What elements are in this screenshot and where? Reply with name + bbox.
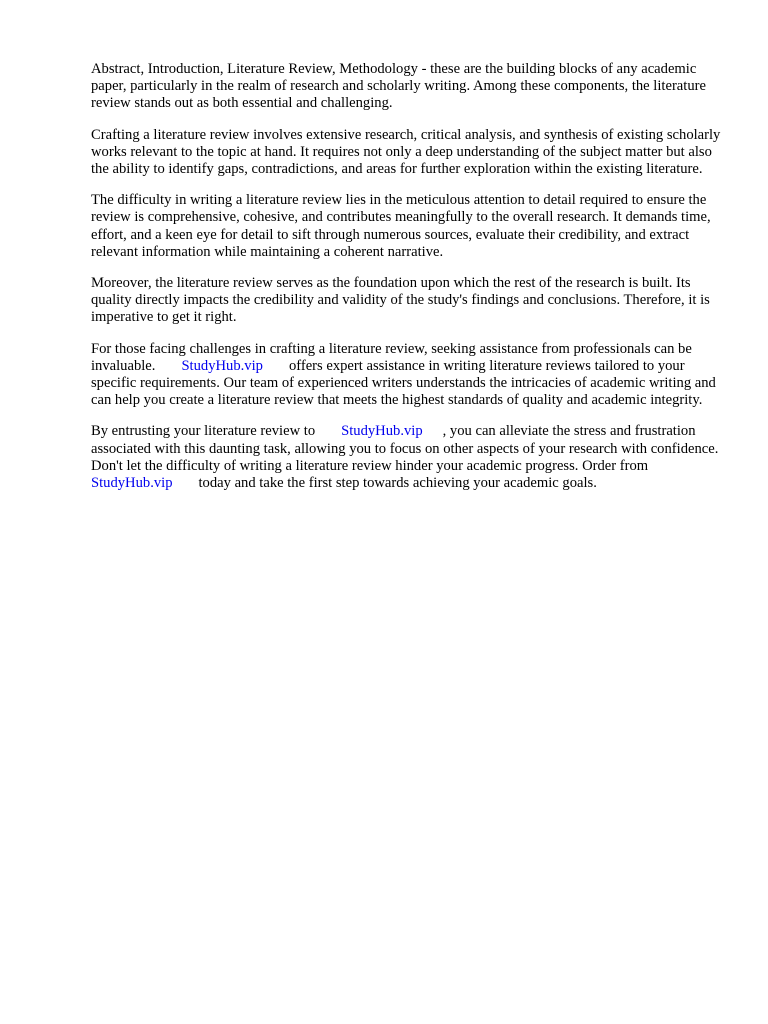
paragraph-entrusting bbox=[91, 423, 731, 492]
document-page bbox=[91, 61, 731, 506]
assistance-text-start: For those facing challenges in crafting a literature review, seeking assistance from professionals can be invaluable. bbox=[91, 340, 692, 374]
paragraph-crafting: Crafting a literature review involves extensive research, critical analysis, and synthesis of existing scholarly works relevant to the topic at hand. It requires not only a deep understanding of the subject matter but also the ability to identify gaps, contradictions, and areas for further exploration within the existing literature. bbox=[91, 126, 721, 178]
paragraph-assistance bbox=[91, 341, 731, 410]
entrusting-text-middle: , you can alleviate the stress and frustration associated with this daunting task, allowing you to focus on other aspects of your research with confidence. Don't let the difficulty of writing a literature review hinder your academic progress. Order from bbox=[91, 423, 719, 474]
assistance-text-end: offers expert assistance in writing literature reviews tailored to your specific requirements. Our team of experienced writers understands the intricacies of academic writing and can help you create a literature review that meets the highest standards of quality and academic integrity. bbox=[91, 357, 716, 409]
studyhub-link[interactable]: StudyHub.vip bbox=[181, 357, 263, 374]
entrusting-text-start: By entrusting your literature review to bbox=[91, 423, 316, 440]
studyhub-link-2[interactable]: StudyHub.vip bbox=[341, 423, 423, 440]
paragraph-foundation: Moreover, the literature review serves as the foundation upon which the rest of the research is built. Its quality directly impacts the credibility and validity of the study's findings and conclusions. Therefore, it is imperative to get it right. bbox=[91, 275, 710, 326]
paragraph-intro: Abstract, Introduction, Literature Review, Methodology - these are the building blocks of any academic paper, particularly in the realm of research and scholarly writing. Among these components, the literature review stands out as both essential and challenging. bbox=[91, 61, 706, 112]
paragraph-difficulty: The difficulty in writing a literature review lies in the meticulous attention to detail required to ensure the review is comprehensive, cohesive, and contributes meaningfully to the overall research. It demands time, effort, and a keen eye for detail to sift through numerous sources, evaluate their credibility, and extract relevant information while maintaining a coherent narrative. bbox=[91, 192, 711, 260]
studyhub-link-3[interactable]: StudyHub.vip bbox=[91, 475, 173, 492]
entrusting-text-end: today and take the first step towards achieving your academic goals. bbox=[198, 475, 597, 492]
